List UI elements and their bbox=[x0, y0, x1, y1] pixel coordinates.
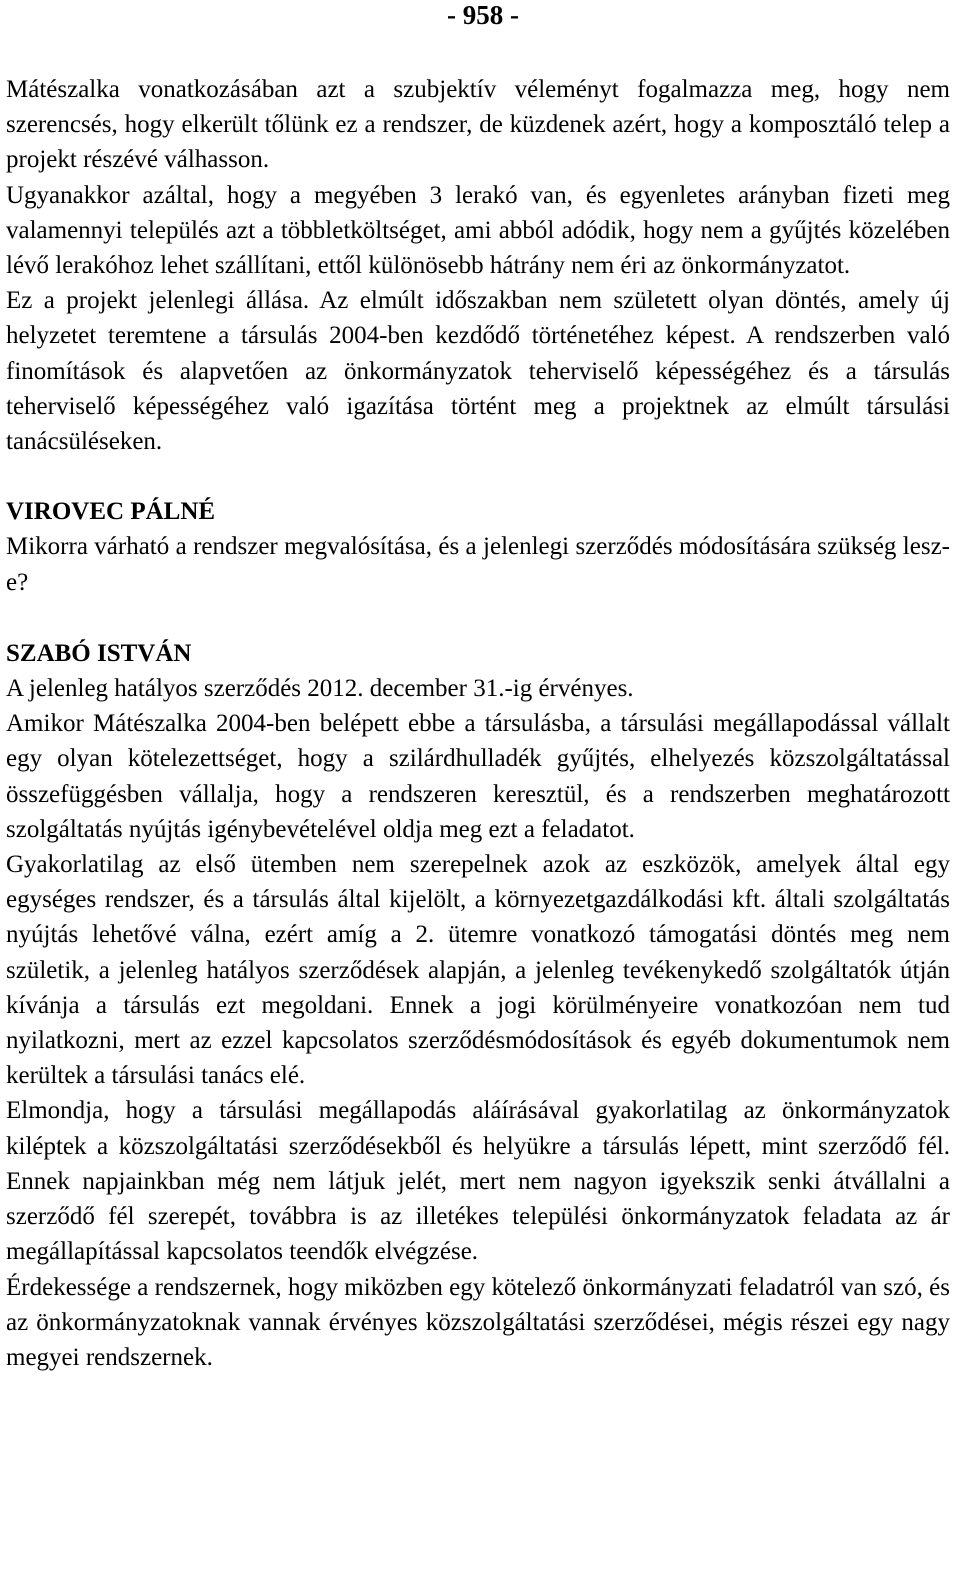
paragraph-landfill-cost: Ugyanakkor azáltal, hogy a megyében 3 lerakó van, és egyenletes arányban fizeti meg valamennyi település azt a többletköltséget, ami abból adódik, hogy nem a gyűjtés közelében lévő lerakóhoz lehet szállítani, ettől különösebb hátrány nem éri az önkormányzatot. bbox=[6, 181, 950, 280]
paragraph-matészalka-opinion: Mátészalka vonatkozásában azt a szubjektív véleményt fogalmazza meg, hogy nem szerencsés, hogy elkerült tőlünk ez a rendszer, de küzdenek azért, hogy a komposztáló telep a projekt részévé válhasson. bbox=[6, 76, 950, 174]
paragraph-system-interest: Érdekessége a rendszernek, hogy miközben egy kötelező önkormányzati feladatról van szó, és az önkormányzatoknak vannak érvényes közszolgáltatási szerződései, mégis részei egy nagy megyei rendszernek. bbox=[6, 1273, 950, 1371]
paragraph-association-membership: Amikor Mátészalka 2004-ben belépett ebbe a társulásba, a társulási megállapodással vállalt egy olyan kötelezettséget, hogy a szilárdhulladék gyűjtés, elhelyezés közszolgáltatással összefüggésben vállalja, hogy a rendszeren keresztül, és a rendszerben meghatározott szolgáltatás nyújtás igénybevételével oldja meg ezt a feladatot. bbox=[6, 710, 950, 843]
speaker-name: VIROVEC PÁLNÉ bbox=[6, 498, 216, 526]
speaker-name: SZABÓ ISTVÁN bbox=[6, 639, 192, 667]
document-page bbox=[6, 0, 950, 1375]
paragraph-project-status: Ez a projekt jelenlegi állása. Az elmúlt időszakban nem született olyan döntés, amely új helyzetet teremtene a társulás 2004-ben kezdődő történetéhez képest. A rendszerben való finomítások és alapvetően az önkormányzatok teherviselő képességéhez és a társulás teherviselő képességéhez való igazítása történt meg a projektnek az elmúlt társulási tanácsüléseken. bbox=[6, 287, 950, 456]
paragraph-association-agreement: Elmondja, hogy a társulási megállapodás aláírásával gyakorlatilag az önkormányzatok kiléptek a közszolgáltatási szerződésekből és helyükre a társulás lépett, mint szerződő fél. Ennek napjainkban még nem látjuk jelét, mert nem nagyon igyekszik senki átvállalni a szerződő fél szerepét, továbbra is az illetékes települési önkormányzatok feladata az ár megállapítással kapcsolatos teendők elvégzése. bbox=[6, 1097, 950, 1266]
page-number: - 958 - bbox=[447, 0, 519, 30]
paragraph-contract-validity: A jelenleg hatályos szerződés 2012. december 31.-ig érvényes. bbox=[6, 675, 634, 703]
paragraph-first-phase: Gyakorlatilag az első ütemben nem szerepelnek azok az eszközök, amelyek által egy egységes rendszer, és a társulás által kijelölt, a környezetgazdálkodási kft. általi szolgáltatás nyújtás lehetővé válna, ezért amíg a 2. ütemre vonatkozó támogatási döntés meg nem születik, a jelenleg hatályos szerződések alapján, a jelenleg tevékenykedő szolgáltatók útján kívánja a társulás ezt megoldani. Ennek a jogi körülményeire vonatkozóan nem tud nyilatkozni, mert az ezzel kapcsolatos szerződésmódosítások és egyéb dokumentumok nem kerültek a társulási tanács elé. bbox=[6, 851, 950, 1090]
paragraph-question: Mikorra várható a rendszer megvalósítása, és a jelenlegi szerződés módosítására szükség lesz-e? bbox=[6, 533, 950, 596]
